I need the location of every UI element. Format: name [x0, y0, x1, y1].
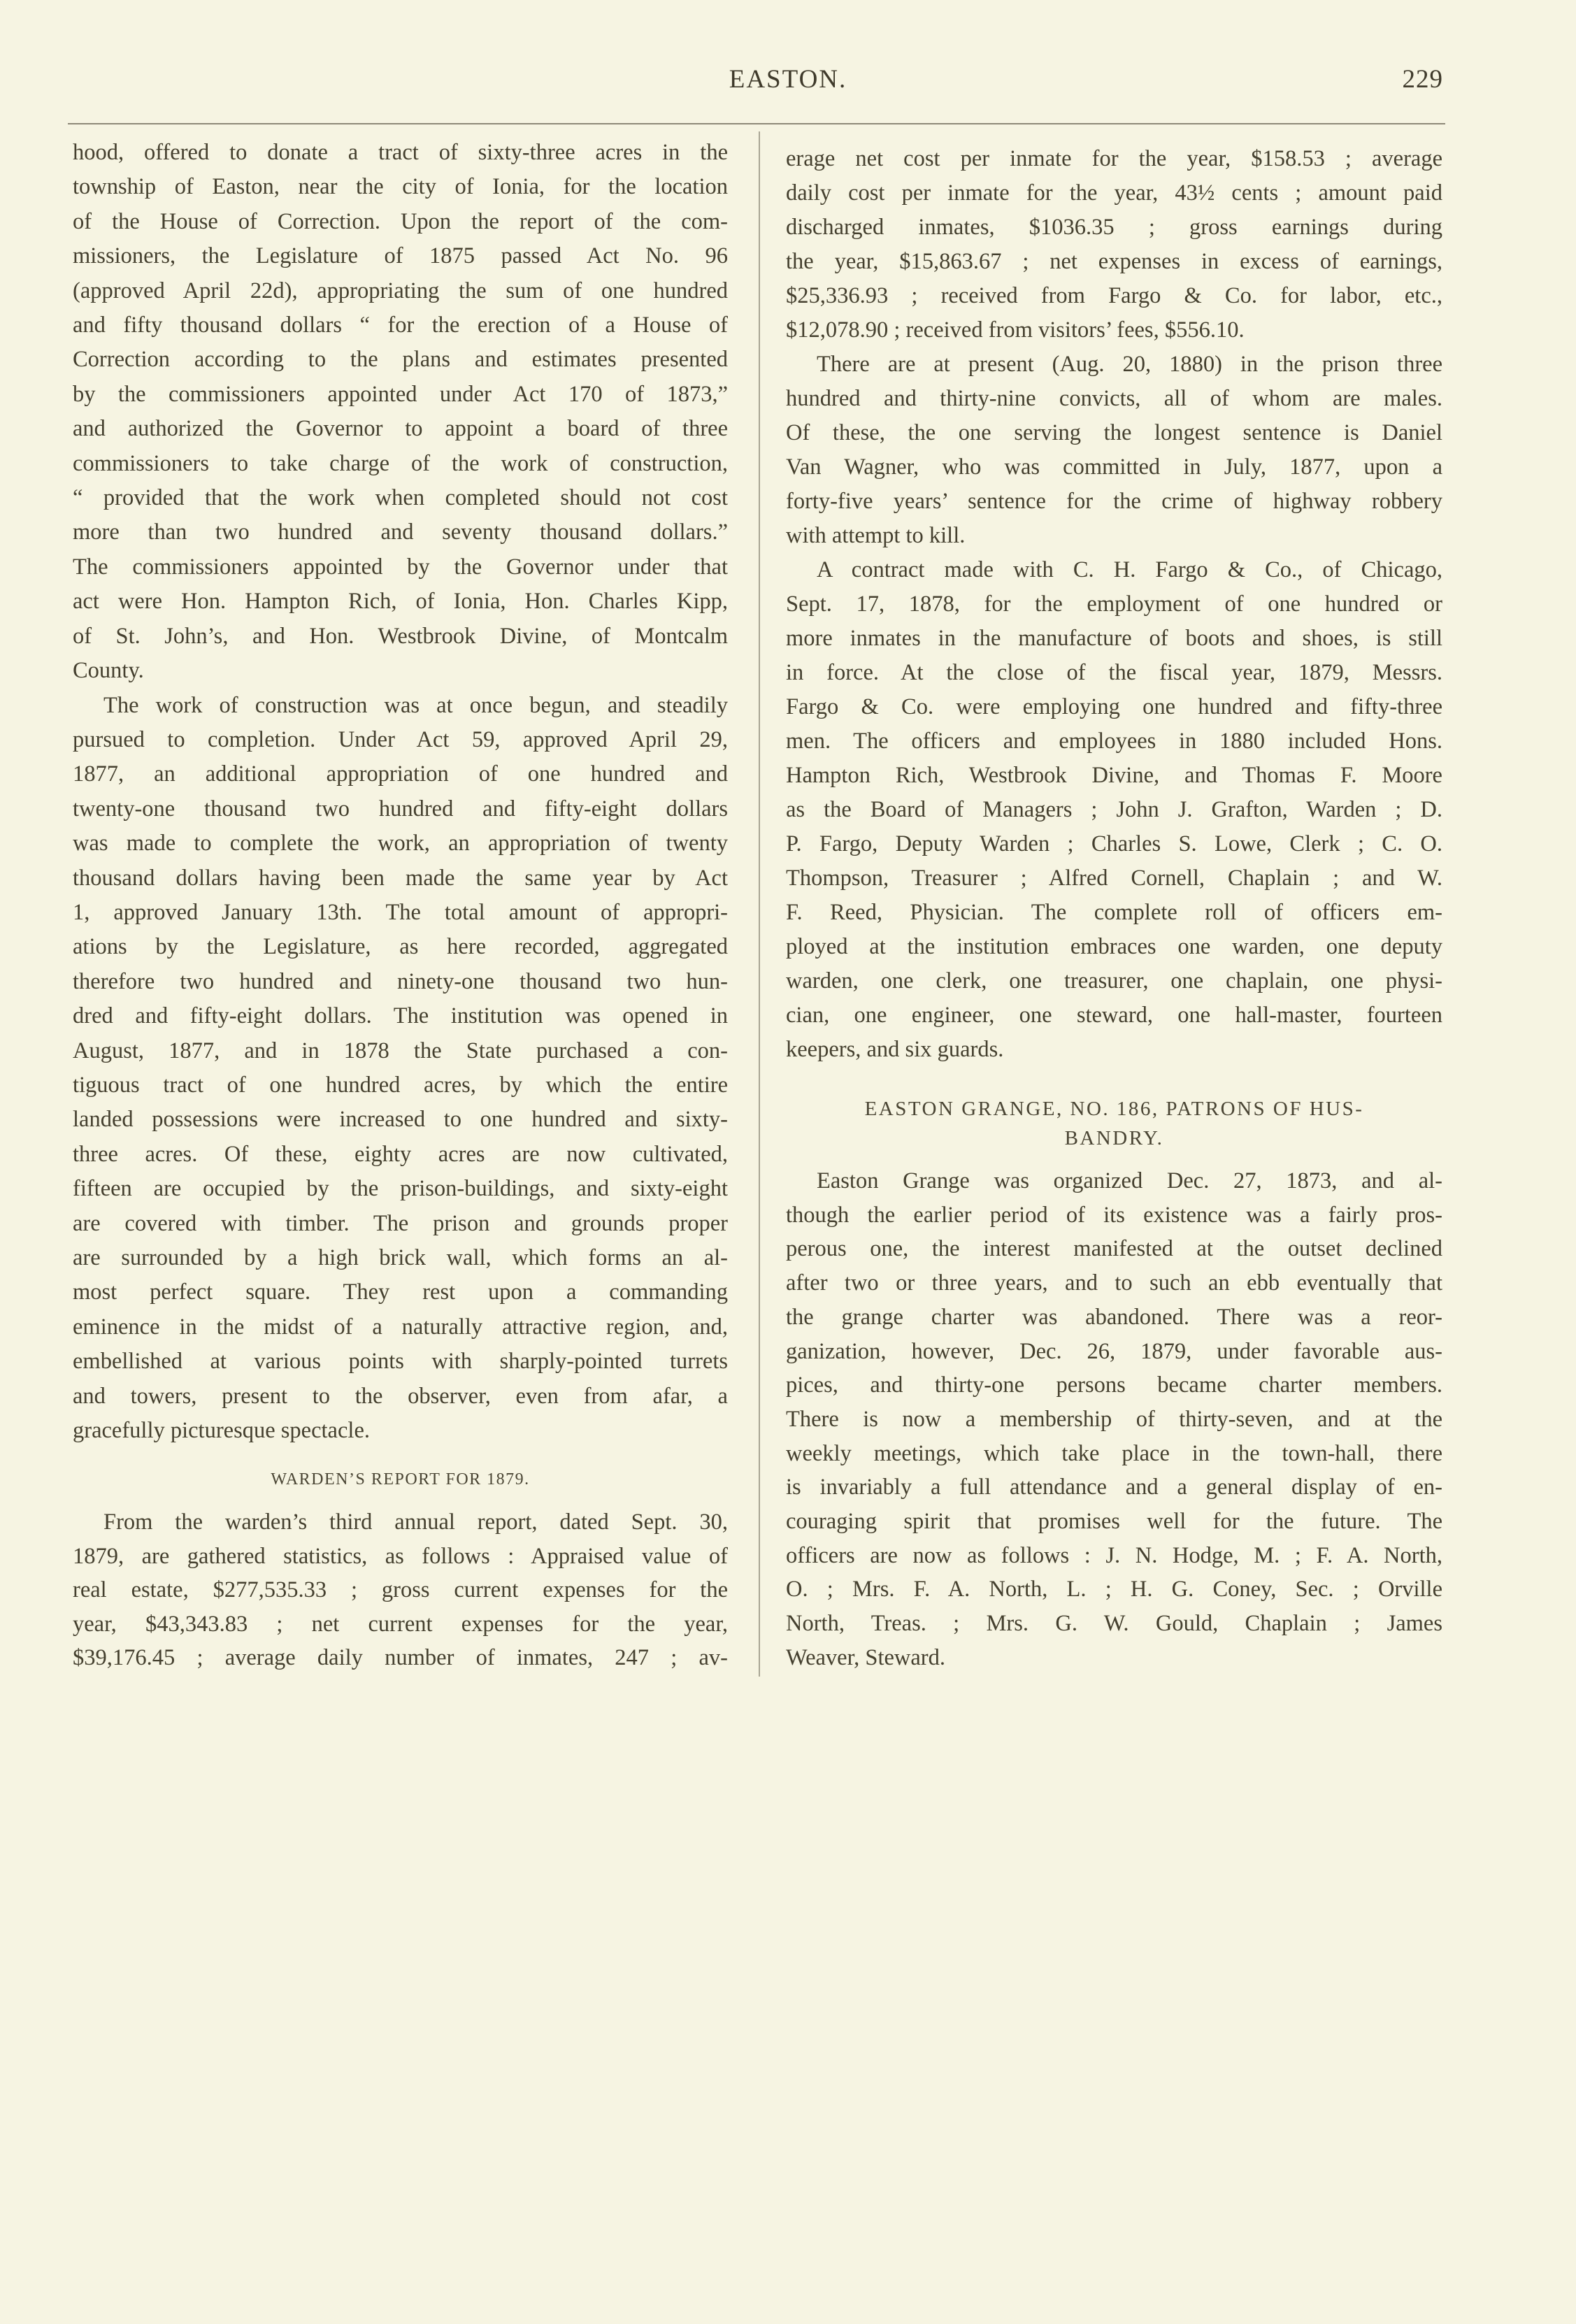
- text-line: officers are now as follows : J. N. Hodge, M. ; F. A. North,: [786, 1542, 1442, 1568]
- text-line: dred and fifty-eight dollars. The institution was opened in: [73, 1003, 728, 1029]
- text-line: with attempt to kill.: [786, 523, 966, 548]
- section-heading-easton-grange: [786, 1094, 1442, 1153]
- text-line: the grange charter was abandoned. There was a reor-: [786, 1304, 1442, 1330]
- text-line: in force. At the close of the fiscal year, 1879, Messrs.: [786, 660, 1442, 685]
- text-line: Fargo & Co. were employing one hundred and fifty-three: [786, 694, 1442, 719]
- text-line: was made to complete the work, an appropriation of twenty: [73, 831, 728, 856]
- text-line: A contract made with C. H. Fargo & Co., of Chicago,: [817, 557, 1442, 582]
- text-line: weekly meetings, which take place in the town-hall, there: [786, 1440, 1442, 1466]
- text-line: of St. John’s, and Hon. Westbrook Divine, of Montcalm: [73, 623, 728, 649]
- text-line: There are at present (Aug. 20, 1880) in the prison three: [817, 352, 1442, 377]
- text-line: three acres. Of these, eighty acres are now cultivated,: [73, 1141, 728, 1167]
- text-line: The work of construction was at once begun, and steadily: [103, 692, 728, 718]
- text-line: the year, $15,863.67 ; net expenses in excess of earnings,: [786, 249, 1442, 274]
- paragraph-easton-grange: [786, 1164, 1442, 1675]
- text-line: tiguous tract of one hundred acres, by which the entire: [73, 1072, 728, 1098]
- text-line: ployed at the institution embraces one warden, one deputy: [786, 934, 1442, 959]
- column-divider: [759, 131, 760, 1677]
- page-number: 229: [1402, 65, 1443, 94]
- text-line: after two or three years, and to such an ebb eventually that: [786, 1270, 1442, 1296]
- paragraph-convicts: [786, 347, 1442, 553]
- text-line: erage net cost per inmate for the year, $158.53 ; average: [786, 146, 1442, 171]
- text-line: more than two hundred and seventy thousand dollars.”: [73, 519, 728, 545]
- text-line: pursued to completion. Under Act 59, approved April 29,: [73, 726, 728, 752]
- text-line: P. Fargo, Deputy Warden ; Charles S. Lowe, Clerk ; C. O.: [786, 831, 1442, 856]
- text-line: $39,176.45 ; average daily number of inmates, 247 ; av-: [73, 1645, 728, 1670]
- text-line: pices, and thirty-one persons became charter members.: [786, 1372, 1442, 1398]
- text-line: are covered with timber. The prison and grounds proper: [73, 1210, 728, 1236]
- text-line: by the commissioners appointed under Act 170 of 1873,”: [73, 381, 728, 407]
- text-line: men. The officers and employees in 1880 included Hons.: [786, 729, 1442, 754]
- text-line: though the earlier period of its existence was a fairly pros-: [786, 1202, 1442, 1228]
- text-line: Correction according to the plans and estimates presented: [73, 347, 728, 373]
- header-rule: [68, 123, 1445, 124]
- text-line: and fifty thousand dollars “ for the erection of a House of: [73, 313, 728, 338]
- text-line: F. Reed, Physician. The complete roll of officers em-: [786, 900, 1442, 925]
- text-line: couraging spirit that promises well for the future. The: [786, 1509, 1442, 1535]
- paragraph-house-of-correction: [73, 136, 728, 689]
- text-line: township of Easton, near the city of Ionia, for the location: [73, 174, 728, 200]
- text-line: and authorized the Governor to appoint a board of three: [73, 416, 728, 442]
- text-line: Hampton Rich, Westbrook Divine, and Thomas F. Moore: [786, 763, 1442, 788]
- text-line: keepers, and six guards.: [786, 1037, 1004, 1062]
- paragraph-statistics-continued: [786, 142, 1442, 347]
- text-line: is invariably a full attendance and a general display of en-: [786, 1475, 1442, 1500]
- text-line: most perfect square. They rest upon a commanding: [73, 1279, 728, 1305]
- text-line: “ provided that the work when completed should not cost: [73, 485, 728, 511]
- text-line: of the House of Correction. Upon the report of the com-: [73, 208, 728, 234]
- text-line: twenty-one thousand two hundred and fifty-eight dollars: [73, 796, 728, 822]
- text-line: fifteen are occupied by the prison-buildings, and sixty-eight: [73, 1176, 728, 1202]
- text-line: commissioners to take charge of the work of construction,: [73, 450, 728, 476]
- text-line: therefore two hundred and ninety-one thousand two hun-: [73, 968, 728, 994]
- text-line: Van Wagner, who was committed in July, 1877, upon a: [786, 454, 1442, 480]
- running-head: EASTON.: [729, 65, 847, 94]
- text-line: year, $43,343.83 ; net current expenses for the year,: [73, 1611, 728, 1637]
- text-line: daily cost per inmate for the year, 43½ cents ; amount paid: [786, 180, 1442, 206]
- text-line: and towers, present to the observer, even from afar, a: [73, 1383, 728, 1409]
- text-line: The commissioners appointed by the Governor under that: [73, 554, 728, 580]
- text-line: are surrounded by a high brick wall, which forms an al-: [73, 1245, 728, 1270]
- text-line: warden, one clerk, one treasurer, one chaplain, one physi-: [786, 968, 1442, 994]
- text-line: more inmates in the manufacture of boots and shoes, is still: [786, 626, 1442, 651]
- paragraph-fargo-contract: [786, 553, 1442, 1067]
- text-line: $25,336.93 ; received from Fargo & Co. for labor, etc.,: [786, 283, 1442, 308]
- text-line: landed possessions were increased to one hundred and sixty-: [73, 1107, 728, 1133]
- text-line: August, 1877, and in 1878 the State purchased a con-: [73, 1038, 728, 1063]
- text-line: embellished at various points with sharply-pointed turrets: [73, 1349, 728, 1375]
- text-line: BANDRY.: [1064, 1127, 1164, 1149]
- text-line: EASTON GRANGE, NO. 186, PATRONS OF HUS-: [864, 1098, 1364, 1120]
- text-line: Sept. 17, 1878, for the employment of one hundred or: [786, 591, 1442, 617]
- text-line: discharged inmates, $1036.35 ; gross earnings during: [786, 215, 1442, 240]
- text-line: hood, offered to donate a tract of sixty-three acres in the: [73, 140, 728, 165]
- section-heading-wardens-report: [73, 1465, 728, 1493]
- text-line: gracefully picturesque spectacle.: [73, 1418, 370, 1444]
- text-line: $12,078.90 ; received from visitors’ fees, $556.10.: [786, 317, 1245, 343]
- text-line: thousand dollars having been made the same year by Act: [73, 865, 728, 891]
- text-line: 1879, are gathered statistics, as follows : Appraised value of: [73, 1543, 728, 1569]
- text-line: WARDEN’S REPORT FOR 1879.: [271, 1470, 530, 1489]
- text-line: County.: [73, 658, 144, 684]
- text-line: (approved April 22d), appropriating the sum of one hundred: [73, 278, 728, 303]
- text-line: From the warden’s third annual report, dated Sept. 30,: [103, 1509, 728, 1535]
- text-line: North, Treas. ; Mrs. G. W. Gould, Chaplain ; James: [786, 1611, 1442, 1637]
- text-line: There is now a membership of thirty-seven, and at the: [786, 1406, 1442, 1432]
- text-line: 1877, an additional appropriation of one hundred and: [73, 761, 728, 787]
- text-line: Thompson, Treasurer ; Alfred Cornell, Chaplain ; and W.: [786, 866, 1442, 891]
- paragraph-wardens-report: [73, 1505, 728, 1675]
- text-line: Easton Grange was organized Dec. 27, 1873, and al-: [817, 1168, 1442, 1193]
- text-line: forty-five years’ sentence for the crime of highway robbery: [786, 489, 1442, 514]
- text-line: hundred and thirty-nine convicts, all of whom are males.: [786, 386, 1442, 411]
- text-line: real estate, $277,535.33 ; gross current expenses for the: [73, 1577, 728, 1602]
- paragraph-construction: [73, 689, 728, 1449]
- text-line: Of these, the one serving the longest sentence is Daniel: [786, 420, 1442, 445]
- text-line: perous one, the interest manifested at the outset declined: [786, 1236, 1442, 1262]
- text-line: eminence in the midst of a naturally attractive region, and,: [73, 1314, 728, 1340]
- right-column-main: [786, 142, 1442, 1067]
- text-line: act were Hon. Hampton Rich, of Ionia, Hon. Charles Kipp,: [73, 589, 728, 615]
- text-line: missioners, the Legislature of 1875 passed Act No. 96: [73, 243, 728, 269]
- text-line: ganization, however, Dec. 26, 1879, under favorable aus-: [786, 1338, 1442, 1364]
- left-column-main: [73, 136, 728, 1448]
- text-line: O. ; Mrs. F. A. North, L. ; H. G. Coney, Sec. ; Orville: [786, 1577, 1442, 1602]
- text-line: as the Board of Managers ; John J. Grafton, Warden ; D.: [786, 797, 1442, 822]
- text-line: cian, one engineer, one steward, one hall-master, fourteen: [786, 1003, 1442, 1028]
- text-line: ations by the Legislature, as here recorded, aggregated: [73, 934, 728, 960]
- text-line: Weaver, Steward.: [786, 1644, 945, 1670]
- text-line: 1, approved January 13th. The total amount of appropri-: [73, 899, 728, 925]
